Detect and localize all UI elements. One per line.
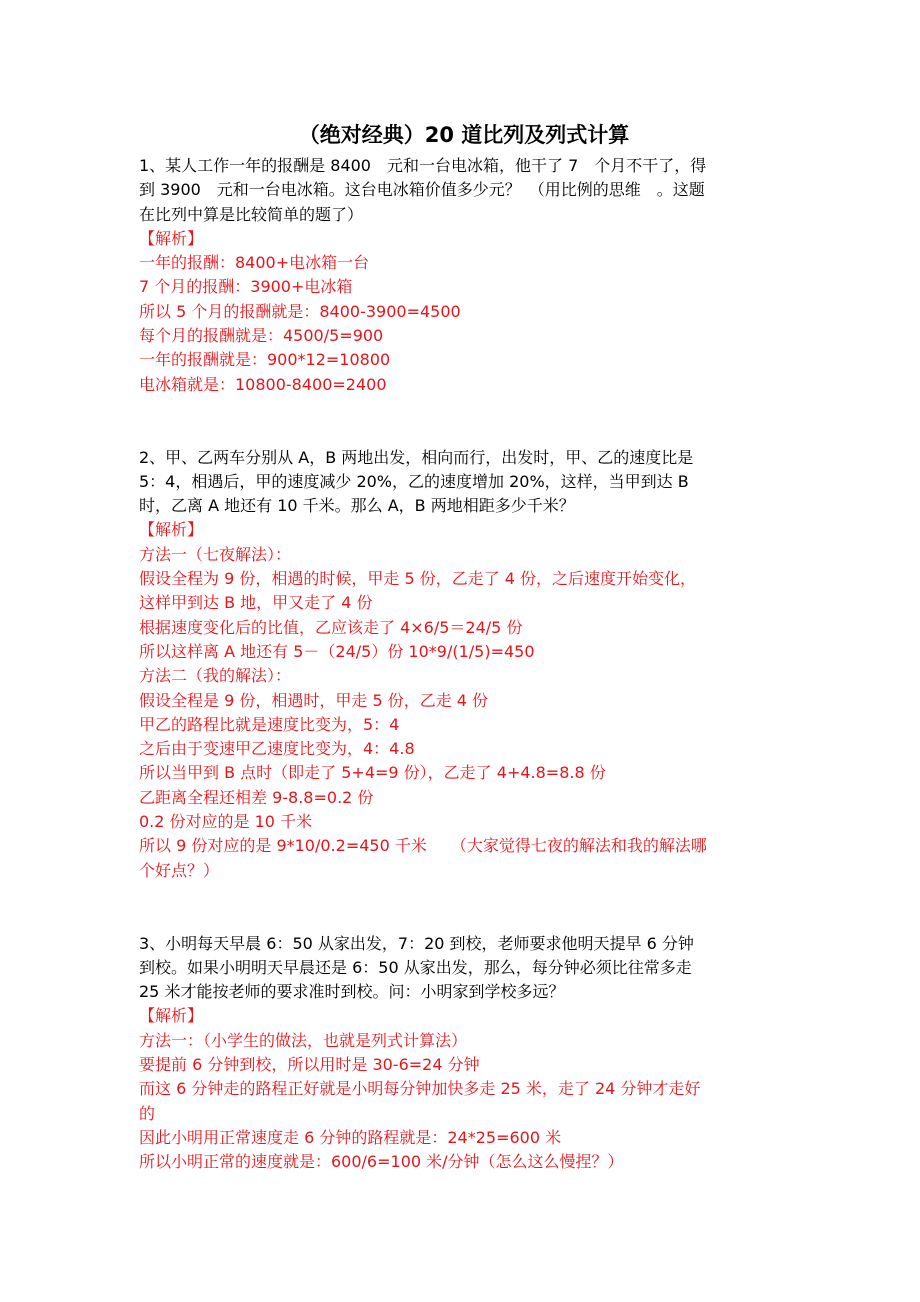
- analysis-label: 【解析】: [139, 228, 204, 248]
- analysis-line: 一年的报酬：8400+电冰箱一台: [139, 253, 370, 273]
- analysis-line: 这样甲到达 B 地，甲又走了 4 份: [139, 593, 373, 613]
- analysis-line: 一年的报酬就是：900*12=10800: [139, 350, 391, 370]
- analysis-label: 【解析】: [139, 1006, 204, 1026]
- analysis-label: 【解析】: [139, 520, 204, 540]
- question-line: 3、小明每天早晨 6：50 从家出发，7：20 到校，老师要求他明天提早 6 分钟: [139, 933, 694, 953]
- analysis-line: 要提前 6 分钟到校，所以用时是 30-6=24 分钟: [139, 1054, 480, 1074]
- analysis-line: 每个月的报酬就是：4500/5=900: [139, 326, 384, 346]
- question-line: 1、某人工作一年的报酬是 8400 元和一台电冰箱，他干了 7 个月不干了，得: [139, 156, 707, 175]
- question-line: 2、甲、乙两车分别从 A，B 两地出发，相向而行，出发时，甲、乙的速度比是: [139, 447, 694, 467]
- spacer: [139, 883, 789, 932]
- analysis-line: 假设全程为 9 份，相遇的时候，甲走 5 份，乙走了 4 份，之后速度开始变化，: [139, 569, 697, 589]
- analysis-line: 而这 6 分钟走的路程正好就是小明每分钟加快多走 25 米，走了 24 分钟才走好: [139, 1079, 701, 1099]
- document-page: [139, 118, 789, 1174]
- analysis-line: 方法一（七夜解法）：: [139, 544, 292, 564]
- question-line: 时，乙离 A 地还有 10 千米。那么 A，B 两地相距多少千米？: [139, 496, 575, 516]
- analysis-line: 所以这样离 A 地还有 5－（24/5）份 10*9/(1/5)=450: [139, 641, 535, 661]
- question-line: 到校。如果小明明天早晨还是 6：50 从家出发，那么，每分钟必须比往常多走: [139, 957, 692, 977]
- problem-3: [139, 932, 789, 1175]
- analysis-line: 方法二（我的解法）：: [139, 666, 292, 686]
- analysis-line: 所以 5 个月的报酬就是：8400-3900=4500: [139, 301, 461, 321]
- analysis-line: 根据速度变化后的比值，乙应该走了 4×6/5＝24/5 份: [139, 617, 523, 637]
- question-line: 到 3900 元和一台电冰箱。这台电冰箱价值多少元？ （用比例的思维 。这题: [139, 180, 705, 200]
- analysis-line: 假设全程是 9 份，相遇时，甲走 5 份，乙走 4 份: [139, 690, 489, 710]
- analysis-line: 之后由于变速甲乙速度比变为，4：4.8: [139, 739, 415, 759]
- problem-1: [139, 154, 789, 397]
- spacer: [139, 397, 789, 446]
- analysis-line: 因此小明用正常速度走 6 分钟的路程就是：24*25=600 米: [139, 1127, 562, 1147]
- document-title: （绝对经典）20 道比列及列式计算: [298, 123, 630, 147]
- analysis-line: 0.2 份对应的是 10 千米: [139, 812, 313, 832]
- analysis-line: 方法一：（小学生的做法，也就是列式计算法）: [139, 1030, 468, 1050]
- problem-2: [139, 446, 789, 883]
- question-line: 5：4，相遇后，甲的速度减少 20%，乙的速度增加 20%，这样，当甲到达 B: [139, 471, 689, 491]
- analysis-line: 所以当甲到 B 点时（即走了 5+4=9 份），乙走了 4+4.8=8.8 份: [139, 763, 606, 783]
- analysis-line: 电冰箱就是：10800-8400=2400: [139, 374, 387, 394]
- analysis-line: 所以小明正常的速度就是：600/6=100 米/分钟（怎么这么慢捏？）: [139, 1152, 624, 1172]
- analysis-line: 甲乙的路程比就是速度比变为，5：4: [139, 714, 400, 734]
- question-line: 在比列中算是比较简单的题了）: [139, 204, 364, 224]
- analysis-line: 个好点？）: [139, 860, 220, 880]
- analysis-line: 所以 9 份对应的是 9*10/0.2=450 千米 （大家觉得七夜的解法和我的解法哪: [139, 836, 707, 856]
- analysis-line: 乙距离全程还相差 9-8.8=0.2 份: [139, 787, 374, 807]
- question-line: 25 米才能按老师的要求准时到校。问：小明家到学校多远？: [139, 982, 565, 1002]
- analysis-line: 7 个月的报酬：3900+电冰箱: [139, 277, 353, 297]
- analysis-line: 的: [139, 1103, 156, 1123]
